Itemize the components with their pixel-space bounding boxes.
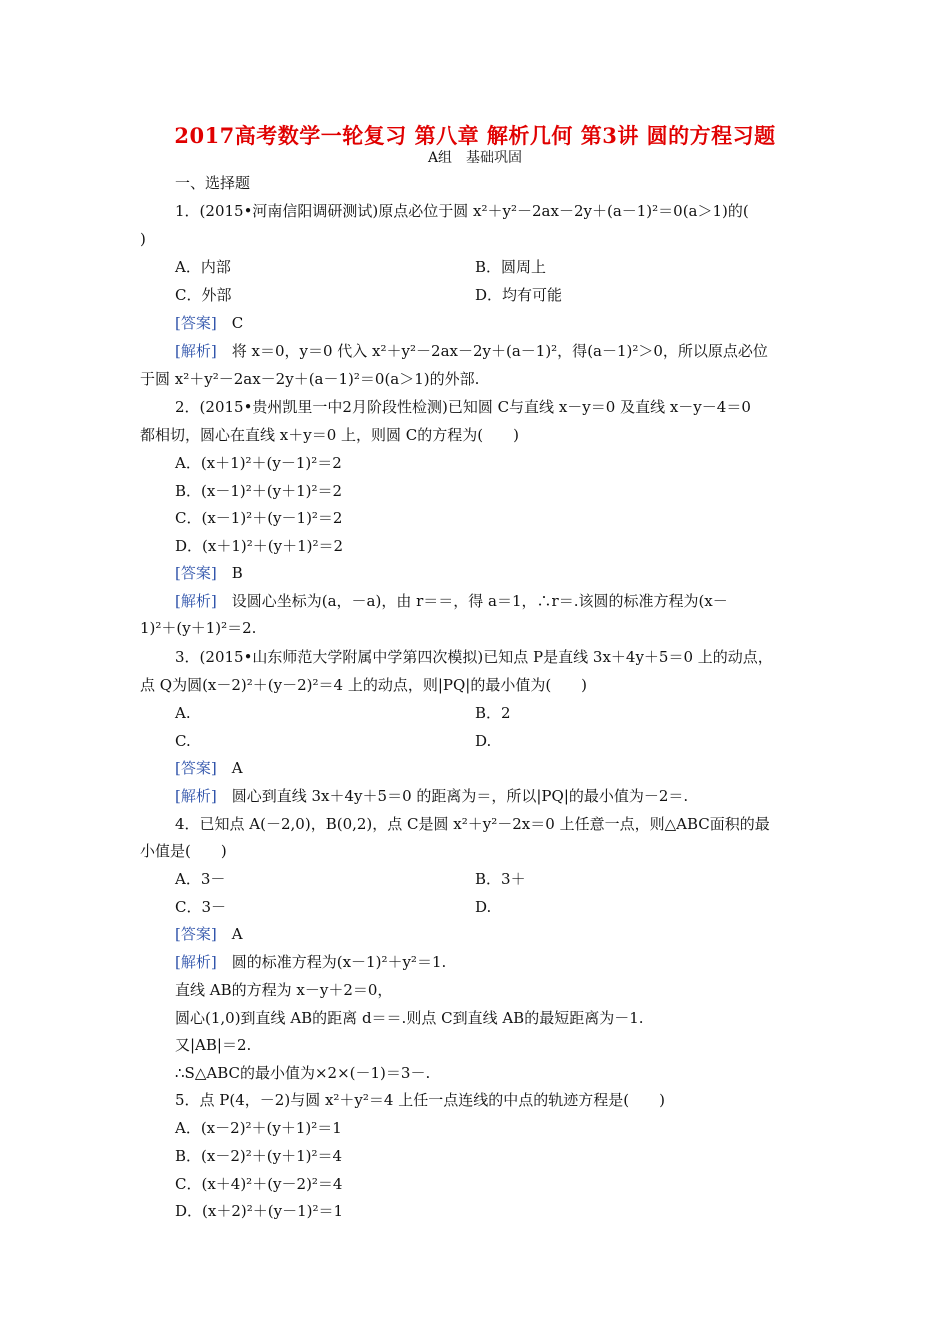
question-4-stem-cont: 小值是( ) (140, 842, 227, 860)
question-3-analysis (175, 786, 688, 806)
answer-value: A (231, 925, 243, 943)
answer-value: C (231, 314, 244, 332)
question-2-stem-cont: 都相切，圆心在直线 x＋y＝0 上，则圆 C的方程为( ) (140, 426, 519, 444)
question-2-option-b: B．(x－1)²＋(y＋1)²＝2 (175, 482, 343, 500)
question-1-option-c: C．外部 (175, 286, 232, 304)
question-3-option-d: D. (475, 732, 492, 750)
answer-value: B (231, 564, 243, 582)
question-4-stem: 4．已知点 A(－2,0)，B(0,2)，点 C是圆 x²＋y²－2x＝0 上任意一点，则△ABC面积的最 (175, 815, 770, 833)
question-5-option-a: A．(x－2)²＋(y＋1)²＝1 (175, 1119, 342, 1137)
question-1-analysis (175, 341, 768, 361)
question-1-analysis-cont: 于圆 x²＋y²－2ax－2y＋(a－1)²＝0(a＞1)的外部. (140, 370, 480, 388)
question-1-option-b: B．圆周上 (475, 258, 547, 276)
question-4-analysis-line-5: ∴S△ABC的最小值为×2×(－1)＝3－. (175, 1064, 431, 1082)
question-3-answer (175, 758, 243, 778)
section-heading: 一、选择题 (175, 174, 251, 192)
question-2-option-a: A．(x＋1)²＋(y－1)²＝2 (175, 454, 342, 472)
question-3-stem: 3．(2015•山东师范大学附属中学第四次模拟)已知点 P是直线 3x＋4y＋5＝0 上的动点， (175, 648, 773, 666)
question-4-option-a: A．3－ (175, 870, 226, 888)
analysis-text: 圆心到直线 3x＋4y＋5＝0 的距离为＝，所以|PQ|的最小值为－2＝. (231, 787, 689, 805)
question-5-option-c: C．(x＋4)²＋(y－2)²＝4 (175, 1175, 343, 1193)
question-3-option-c: C. (175, 732, 191, 750)
question-5-option-d: D．(x＋2)²＋(y－1)²＝1 (175, 1202, 344, 1220)
section-subtitle: A组 基础巩固 (427, 150, 523, 166)
question-1-stem: 1．(2015•河南信阳调研测试)原点必位于圆 x²＋y²－2ax－2y＋(a－1)²＝0(a＞1)的( (175, 202, 749, 220)
analysis-tag: [解析] (175, 953, 217, 971)
question-4-analysis-line-3: 圆心(1,0)到直线 AB的距离 d＝＝.则点 C到直线 AB的最短距离为－1. (175, 1009, 644, 1027)
question-3-option-b: B．2 (475, 704, 511, 722)
question-5-stem: 5．点 P(4，－2)与圆 x²＋y²＝4 上任一点连线的中点的轨迹方程是( ) (175, 1091, 665, 1109)
page-title: 2017高考数学一轮复习 第八章 解析几何 第3讲 圆的方程习题 (174, 123, 776, 148)
question-3-option-a: A. (175, 704, 191, 722)
answer-tag: [答案] (175, 925, 217, 943)
question-4-option-c: C．3－ (175, 898, 227, 916)
question-4-option-b: B．3＋ (475, 870, 526, 888)
question-4-analysis-line-2: 直线 AB的方程为 x－y＋2＝0， (175, 981, 393, 999)
analysis-tag: [解析] (175, 342, 217, 360)
question-3-stem-cont: 点 Q为圆(x－2)²＋(y－2)²＝4 上的动点，则|PQ|的最小值为( ) (140, 676, 588, 694)
question-1-option-d: D．均有可能 (475, 286, 563, 304)
analysis-text: 将 x＝0，y＝0 代入 x²＋y²－2ax－2y＋(a－1)²，得(a－1)²＞0，所以原点必位 (231, 342, 768, 360)
analysis-text: 圆的标准方程为(x－1)²＋y²＝1. (231, 953, 447, 971)
analysis-tag: [解析] (175, 787, 217, 805)
answer-tag: [答案] (175, 759, 217, 777)
answer-tag: [答案] (175, 314, 217, 332)
question-2-analysis (175, 591, 728, 611)
question-4-analysis (175, 952, 446, 972)
question-5-option-b: B．(x－2)²＋(y＋1)²＝4 (175, 1147, 343, 1165)
question-2-option-d: D．(x＋1)²＋(y＋1)²＝2 (175, 537, 344, 555)
analysis-text: 设圆心坐标为(a，－a)，由 r＝＝，得 a＝1，∴r＝.该圆的标准方程为(x－ (231, 592, 728, 610)
question-1-stem-cont: ) (140, 230, 146, 248)
question-1-answer (175, 313, 243, 333)
question-2-stem: 2．(2015•贵州凯里一中2月阶段性检测)已知圆 C与直线 x－y＝0 及直线 x－y－4＝0 (175, 398, 751, 416)
question-4-analysis-line-4: 又|AB|＝2. (175, 1036, 252, 1054)
question-1-option-a: A．内部 (175, 258, 231, 276)
analysis-tag: [解析] (175, 592, 217, 610)
question-4-answer (175, 924, 243, 944)
answer-tag: [答案] (175, 564, 217, 582)
question-2-analysis-cont: 1)²＋(y＋1)²＝2. (140, 619, 257, 637)
answer-value: A (231, 759, 243, 777)
question-4-option-d: D. (475, 898, 492, 916)
question-2-answer (175, 563, 243, 583)
question-2-option-c: C．(x－1)²＋(y－1)²＝2 (175, 509, 343, 527)
